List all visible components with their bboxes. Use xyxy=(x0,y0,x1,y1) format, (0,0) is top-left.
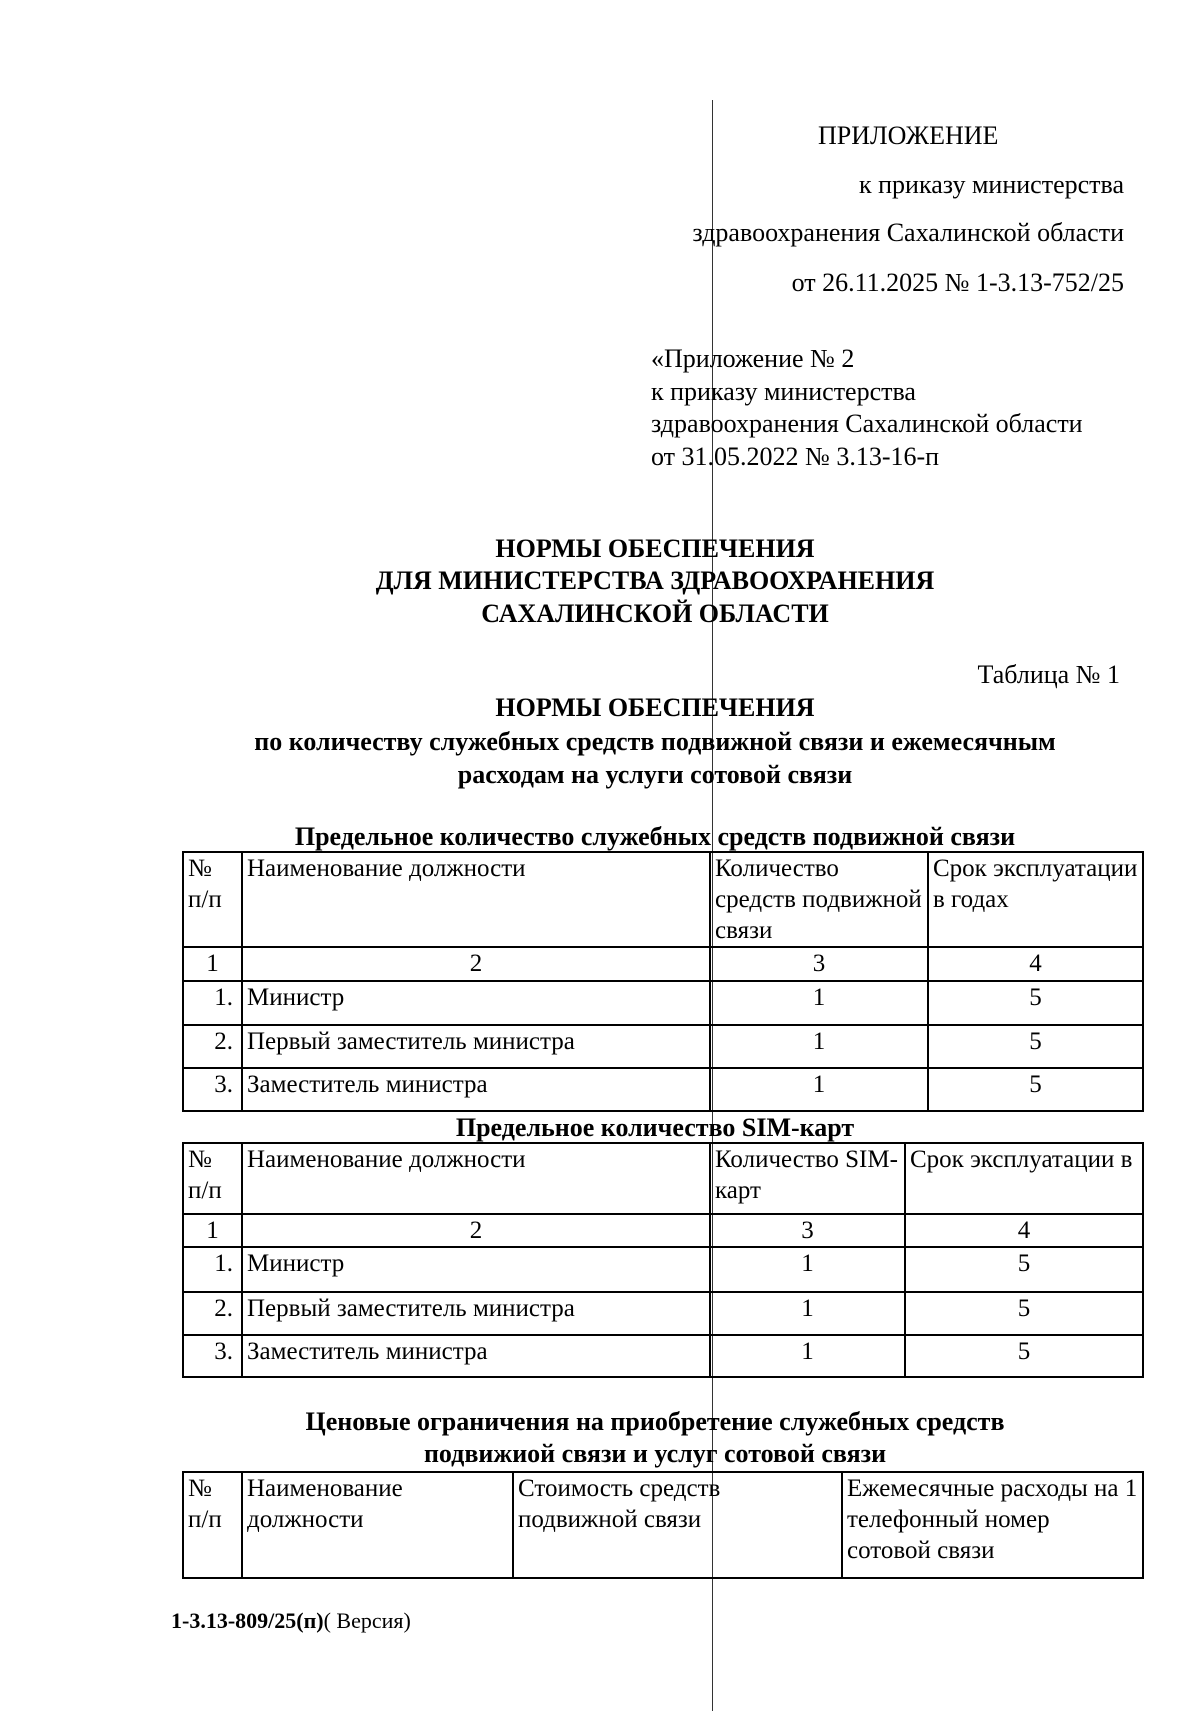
table-header-row xyxy=(183,1472,1143,1578)
cell: 1 xyxy=(710,1247,905,1292)
table-sim-cards xyxy=(182,1142,1144,1378)
header-cell: Количество средств подвижной связи xyxy=(710,852,928,947)
footer-doc-id xyxy=(171,1606,411,1636)
cell: 1 xyxy=(710,1068,928,1111)
main-title: НОРМЫ ОБЕСПЕЧЕНИЯ xyxy=(495,534,815,563)
table-header-row xyxy=(183,852,1143,947)
subtitle: расходам на услуги сотовой связи xyxy=(457,760,853,789)
cell: 3. xyxy=(183,1335,242,1377)
main-title: САХАЛИНСКОЙ ОБЛАСТИ xyxy=(481,599,829,628)
column-number-row xyxy=(183,947,1143,981)
table-price-limits xyxy=(182,1471,1144,1579)
cell: 2 xyxy=(242,1214,710,1247)
cell: 5 xyxy=(905,1292,1143,1335)
header-cell: Наименование должности xyxy=(242,1472,513,1578)
header-cell: Срок эксплуатации в xyxy=(905,1143,1143,1214)
annex-line: здравоохранения Сахалинской области xyxy=(692,218,1124,247)
table3-caption: Ценовые ограничения на приобретение служебных средств xyxy=(305,1407,1005,1436)
quoted-line: «Приложение № 2 xyxy=(651,344,855,373)
header-cell: Ежемесячные расходы на 1 телефонный номер сотовой связи xyxy=(842,1472,1143,1578)
annex-title: ПРИЛОЖЕНИЕ xyxy=(818,121,999,150)
cell: Первый заместитель министра xyxy=(242,1292,710,1335)
cell: 1. xyxy=(183,1247,242,1292)
annex-line: от 26.11.2025 № 1-3.13-752/25 xyxy=(791,268,1124,297)
table-label: Таблица № 1 xyxy=(977,660,1120,689)
table-mobile-devices xyxy=(182,851,1144,1112)
table-row xyxy=(183,1025,1143,1068)
doc-version: ( Версия) xyxy=(323,1608,411,1633)
cell: 1 xyxy=(710,1292,905,1335)
quoted-line: от 31.05.2022 № 3.13-16-п xyxy=(651,442,940,471)
cell: 3. xyxy=(183,1068,242,1111)
subtitle: НОРМЫ ОБЕСПЕЧЕНИЯ xyxy=(495,693,815,722)
cell: 2. xyxy=(183,1025,242,1068)
cell: 5 xyxy=(928,981,1143,1025)
table3-caption: подвижиой связи и услуг сотовой связи xyxy=(423,1439,887,1468)
header-cell: № п/п xyxy=(183,1472,242,1578)
cell: 1 xyxy=(710,1025,928,1068)
table1-caption: Предельное количество служебных средств подвижной связи xyxy=(294,822,1016,851)
header-cell: Срок эксплуатации в годах xyxy=(928,852,1143,947)
table-row xyxy=(183,1292,1143,1335)
cell: 3 xyxy=(710,1214,905,1247)
cell: 2 xyxy=(242,947,710,981)
cell: 5 xyxy=(905,1247,1143,1292)
column-number-row xyxy=(183,1214,1143,1247)
cell: Заместитель министра xyxy=(242,1068,710,1111)
cell: 4 xyxy=(928,947,1143,981)
table-row xyxy=(183,1247,1143,1292)
cell: 2. xyxy=(183,1292,242,1335)
cell: 1 xyxy=(183,1214,242,1247)
cell: Первый заместитель министра xyxy=(242,1025,710,1068)
header-cell: Наименование должности xyxy=(242,1143,710,1214)
header-cell: № п/п xyxy=(183,1143,242,1214)
cell: 1. xyxy=(183,981,242,1025)
quoted-line: к приказу министерства xyxy=(651,377,916,406)
cell: Министр xyxy=(242,981,710,1025)
cell: 1 xyxy=(710,1335,905,1377)
main-title: ДЛЯ МИНИСТЕРСТВА ЗДРАВООХРАНЕНИЯ xyxy=(375,566,935,595)
cell: 5 xyxy=(928,1068,1143,1111)
subtitle: по количеству служебных средств подвижной связи и ежемесячным xyxy=(254,727,1056,756)
cell: 1 xyxy=(183,947,242,981)
cell: 4 xyxy=(905,1214,1143,1247)
table-row xyxy=(183,1068,1143,1111)
header-cell: № п/п xyxy=(183,852,242,947)
table-row xyxy=(183,981,1143,1025)
table-header-row xyxy=(183,1143,1143,1214)
cell: 1 xyxy=(710,981,928,1025)
table-row xyxy=(183,1335,1143,1377)
doc-number: 1-3.13-809/25(п) xyxy=(171,1608,324,1633)
cell: 5 xyxy=(928,1025,1143,1068)
cell: 3 xyxy=(710,947,928,981)
quoted-line: здравоохранения Сахалинской области xyxy=(651,409,1083,438)
cell: Заместитель министра xyxy=(242,1335,710,1377)
cell: Министр xyxy=(242,1247,710,1292)
table2-caption: Предельное количество SIM-карт xyxy=(455,1113,855,1142)
header-cell: Наименование должности xyxy=(242,852,710,947)
header-cell: Стоимость средств подвижной связи xyxy=(513,1472,842,1578)
annex-line: к приказу министерства xyxy=(859,170,1124,199)
header-cell: Количество SIM-карт xyxy=(710,1143,905,1214)
cell: 5 xyxy=(905,1335,1143,1377)
